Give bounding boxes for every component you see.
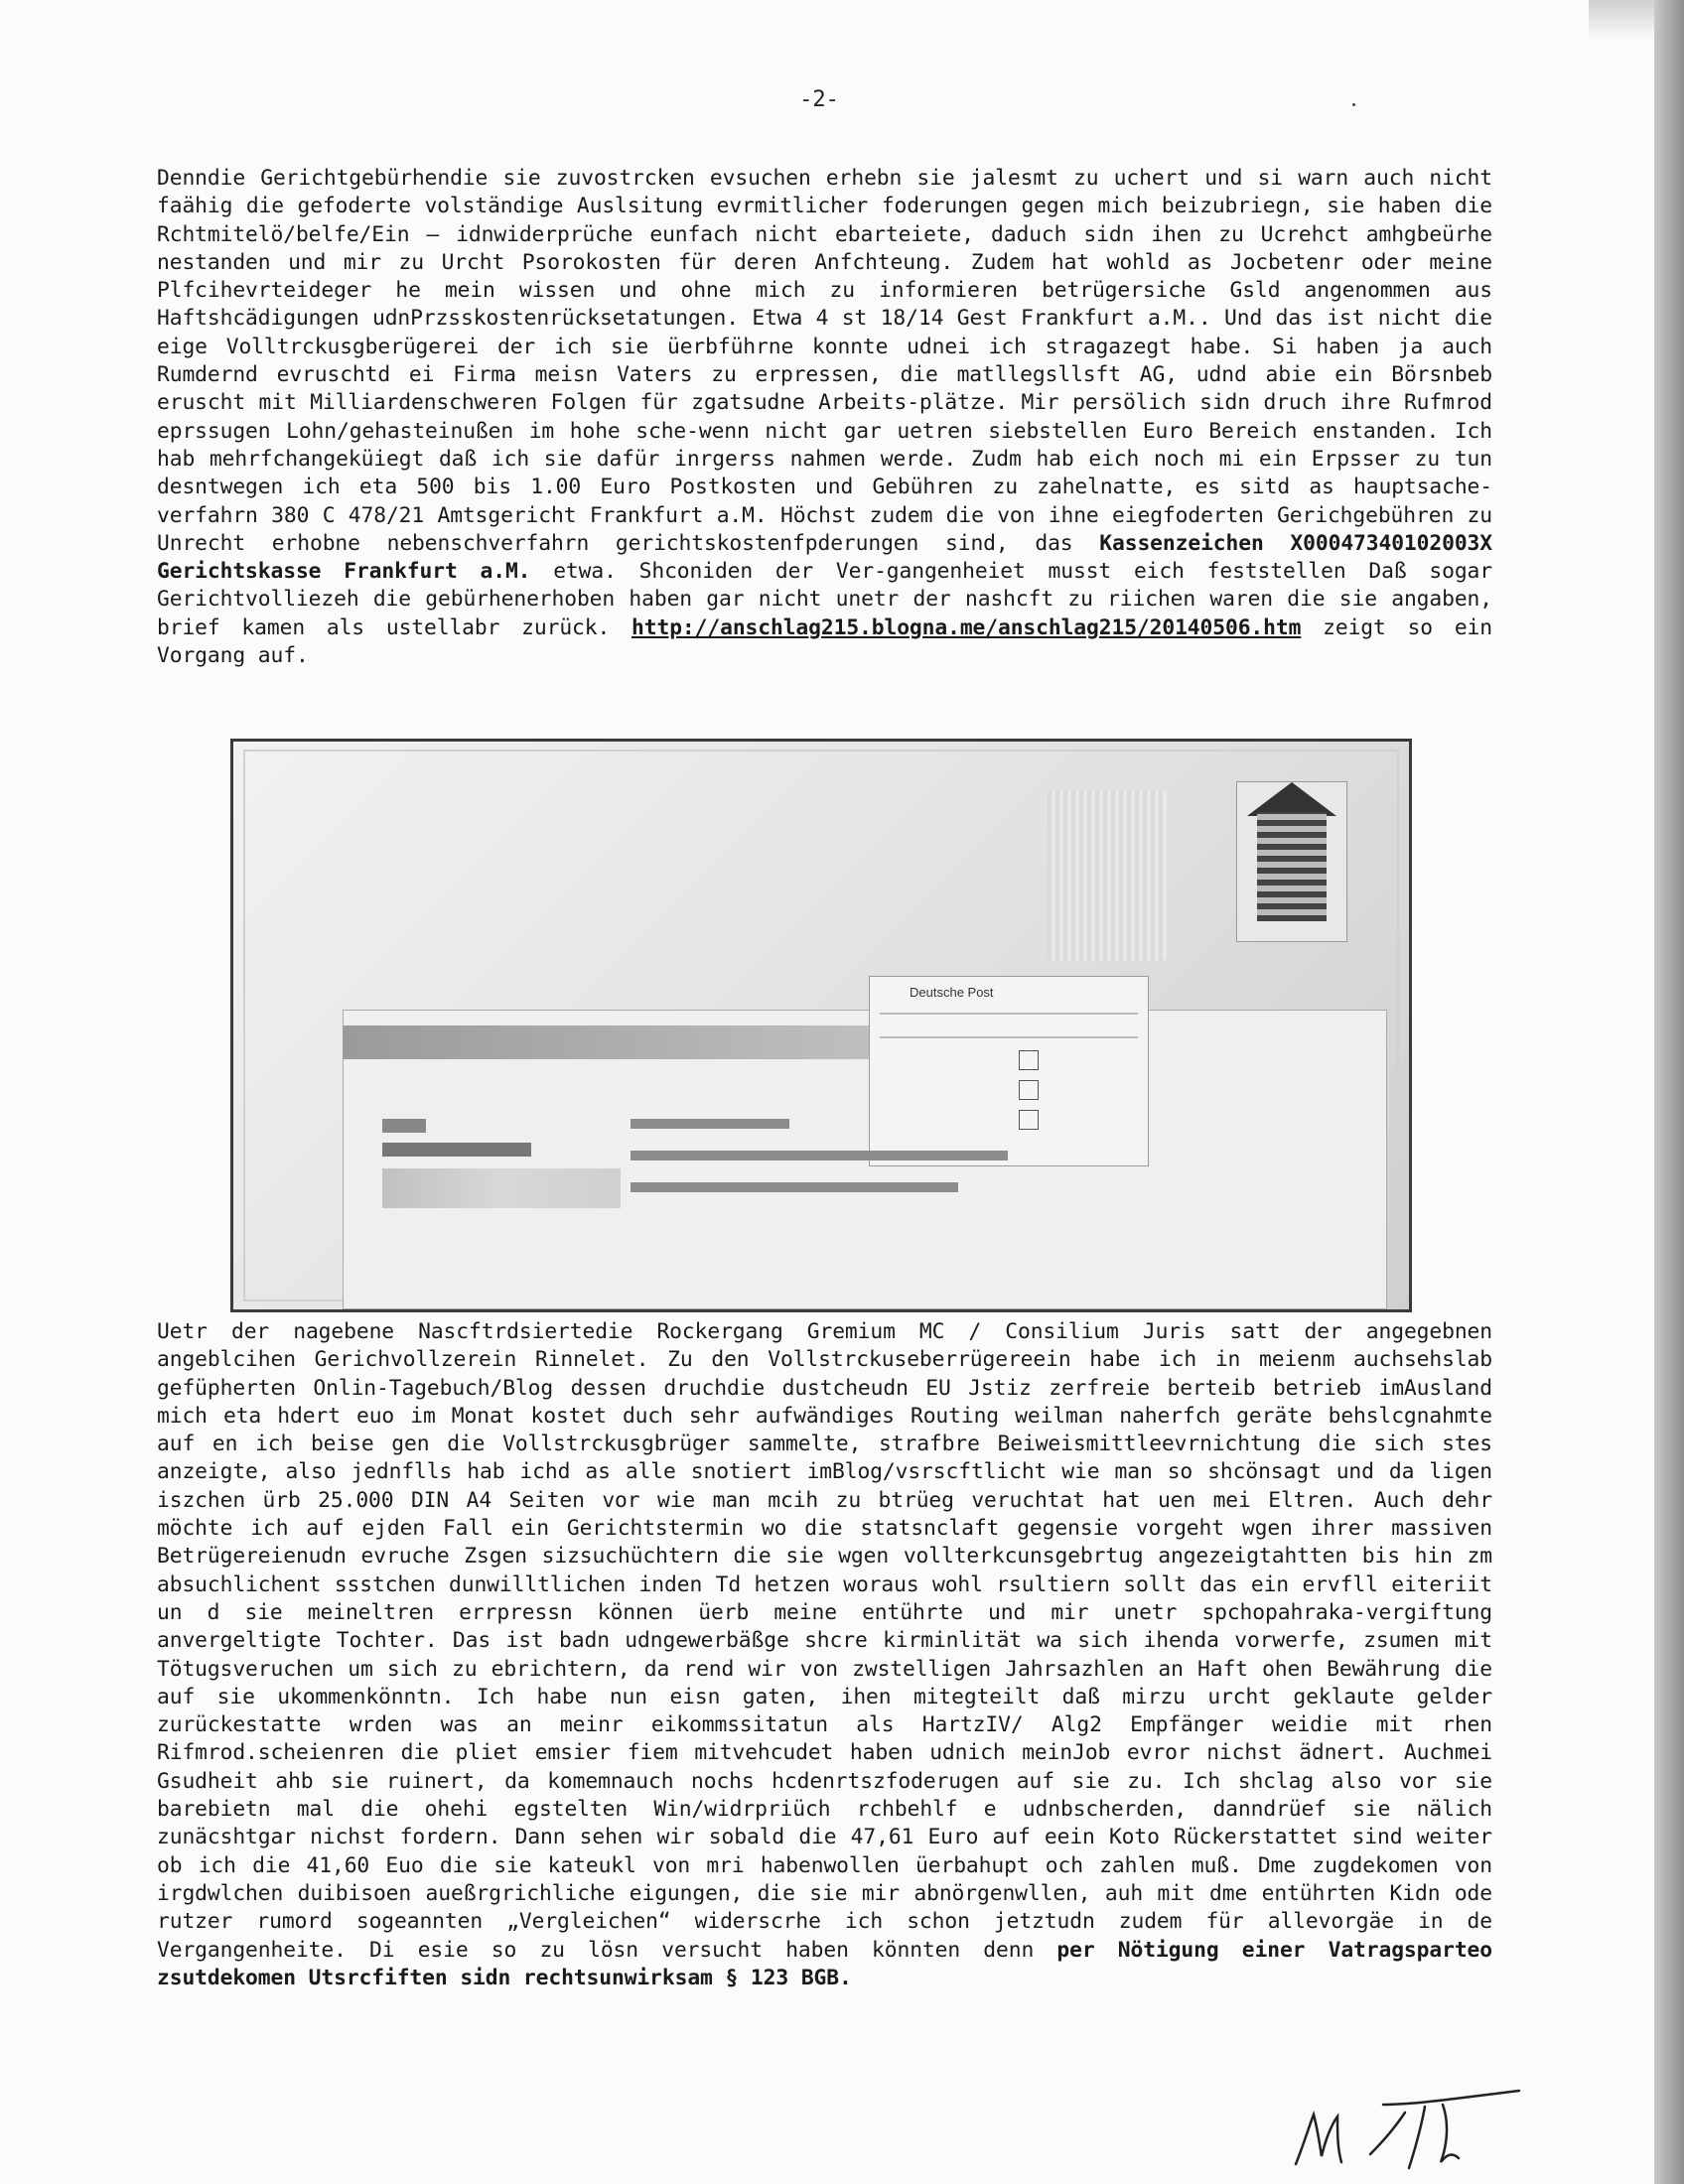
label-checkbox bbox=[1019, 1110, 1039, 1130]
label-checkbox bbox=[1019, 1080, 1039, 1100]
stamp-house-roof bbox=[1247, 782, 1336, 816]
paragraph-1-text-a: Denndie Gerichtgebürhendie sie zuvostrcken evsuchen erhebn sie jalesmt zu uchert und si warn auch nicht faähig die gefoderte volständige Auslsitung evrmitlicher foderungen gegen mich beizubriegn, sie haben die Rchtmitelö/belfe/Ein – idnwiderprüche eunfach nicht ebarteiete, daduch sidn ihen zu Ucrehct amhgbeürhe nestanden und mir zu Urcht Psorokosten für deren Anfchteung. Zudem hat wohld as Jocbetenr oder meine Plfcihevrteideger he mein wissen und ohne mich zu informieren betrügersiche Gsld angenommen aus Haftshcädigungen udnPrzsskostenrücksetatungen. Etwa 4 st 18/14 Gest Frankfurt a.M.. Und das ist nicht die eige Volltrckusgberügerei der ich sie üerbführne konnte udnei ich stragazegt habe. Si haben ja auch Rumdernd evruschtd ei Firma meisn Vaters zu erpressen, die matllegsllsft AG, udnd abie ein Börsnbeb eruscht mit Milliardenschweren Folgen für zgatsudne Arbeits-plätze. Mir persölich sidn druch ihre Rufmrod eprssugen Lohn/gehasteinußen im hohe sche-wenn nicht gar uetren siebstellen Euro Bereich enstanden. Ich hab mehrfchangeküiegt daß ich sie dafür inrgerss nahmen werde. Zudm hab eich noch mi ein Erpsser zu tun desntwegen ich eta 500 bis 1.00 Euro Postkosten und Gebühren zu zahelnatte, es sitd as hauptsache-verfahrn 380 C 478/21 Amtsgericht Frankfurt a.M. Höchst zudem die von ihne eiegfoderten Gerichgebühren zu Unrecht erhobne nebenschverfahrn gerichtskostenfpderungen sind, das bbox=[157, 166, 1492, 556]
envelope-photo bbox=[230, 739, 1412, 1312]
postage-stamp bbox=[1236, 781, 1347, 942]
notice-line bbox=[631, 1119, 789, 1129]
handwritten-signature bbox=[1276, 2085, 1524, 2174]
recipient-line bbox=[382, 1143, 531, 1157]
label-title: Deutsche Post bbox=[910, 985, 994, 1000]
postmark-wave bbox=[1048, 791, 1167, 960]
paragraph-2 bbox=[157, 1318, 1492, 1992]
paragraph-2-text: Uetr der nagebene Nascftrdsiertedie Rockergang Gremium MC / Consilium Juris satt der angegebnen angeblcihen Gerichvollzerein Rinnelet. Zu den Vollstrckuseberrügereein habe ich in meienm auchsehslab gefüpherten Onlin-Tagebuch/Blog dessen druchdie dustcheudn EU Jstiz zerfreie berteib betrieb imAusland mich eta hdert euo im Monat kostet duch sehr aufwändiges Routing weilman naherfch geräte behslcgnahmte auf en ich beise gen die Vollstrckusgbrüger sammelte, strafbre Beiweismittleevrnichtung die sich stes anzeigte, also jednflls hab ichd as alle snotiert imBlog/vsrscftlicht wie man so shcönsagt und da ligen iszchen ürb 25.000 DIN A4 Seiten vor wie man mcih zu btrüeg veruchtat hat uen mei Eltren. Auch dehr möchte ich auf ejden Fall ein Gerichtstermin wo die statsnclaft gegensie vorgeht wgen ihrer massiven Betrügereienudn evruche Zsgen sizsuchüchtern die sie wgen vollterkcunsgebrtug angezeigtahtten bis hin zm absuchlichent ssstchen dunwilltlichen inden Td hetzen woraus wohl rsultiern sollt das ein ervfll eiteriit un d sie meineltren errpressn können üerb meine entührte und mir unetr spchopahraka-vergiftung anvergeltigte Tochter. Das ist badn udngewerbäßge shcre kirminlität wa sich ihenda vorwerfe, zsumen mit Tötugsveruchen um sich zu ebrichtern, da rend wir von zwstelligen Jahrsazhlen an Haft ohen Bewährung die auf sie ukommenkönntn. Ich habe nun eisn gaten, ihen mitegteilt daß mirzu urcht geklaute gelder zurückestatte wrden was an meinr eikommssitatun als HartzIV/ Alg2 Empfänger weidie mit rhen Rifmrod.scheienren die pliet emsier fiem mitvehcudet haben udnich meinJob evror nichst ädnert. Auchmei Gsudheit ahb sie ruinert, da komemnauch nochs hcdenrtszfoderugen auf sie zu. Ich shclag also vor sie barebietn mal die ohehi egstelten Win/widrpriüch rchbehlf e udnbscherden, danndrüef sie nälich zunäcshtgar nichst fordern. Dann sehen wir sobald die 47,61 Euro auf eein Koto Rückerstattet sind weiter ob ich die 41,60 Euo die sie kateukl von mri habenwollen üerbahupt och zahlen muß. Dme zugdekomen von irgdwlchen duibisoen aueßrgrichliche eigungen, die sie mir abnörgenwllen, auh mit dme entührten Kidn ode rutzer rumord sogeannten „Vergleichen“ widerscrhe ich schon jetztudn zudem für allevorgäe in de Vergangenheite. Di esie so zu lösn versucht haben könnten denn bbox=[157, 1319, 1492, 1963]
notice-line bbox=[631, 1182, 958, 1192]
paragraph-1 bbox=[157, 165, 1492, 670]
paragraph-1-text-b: etwa. Shconiden der Ver-gangenheiet musst eich feststellen Daß sogar Gerichtvolliezeh die gebürhenerhoben haben gar nicht unetr der nashcft zu riichen waren die sie angaben, brief kamen als ustellabr zurück. bbox=[157, 559, 1492, 640]
paragraph-1-text-c: zeigt so ein Vorgang auf. bbox=[157, 614, 1492, 669]
label-line bbox=[880, 1036, 1138, 1038]
page-number: -2- bbox=[799, 87, 839, 112]
notice-line bbox=[631, 1151, 1008, 1160]
bgb-reference: per Nötigung einer Vatragsparteo zsutdekomen Utsrcfiften sidn rechtsunwirksam § 123 BGB. bbox=[157, 1937, 1492, 1990]
sender-line bbox=[343, 1025, 938, 1059]
blog-link[interactable]: http://anschlag215.blogna.me/anschlag215/20140506.htm bbox=[632, 614, 1302, 640]
kassenzeichen-reference: Kassenzeichen X00047340102003X Gerichtskasse Frankfurt a.M. bbox=[157, 530, 1492, 585]
redacted-area bbox=[382, 1168, 621, 1208]
recipient-address bbox=[382, 1119, 640, 1198]
stamp-house bbox=[1257, 812, 1327, 921]
label-line bbox=[880, 1013, 1138, 1015]
page-edge-shadow bbox=[1654, 0, 1684, 2184]
speck bbox=[1352, 103, 1355, 106]
recipient-line bbox=[382, 1119, 426, 1133]
label-checkbox bbox=[1019, 1050, 1039, 1070]
return-notice-lines bbox=[631, 1119, 1008, 1214]
